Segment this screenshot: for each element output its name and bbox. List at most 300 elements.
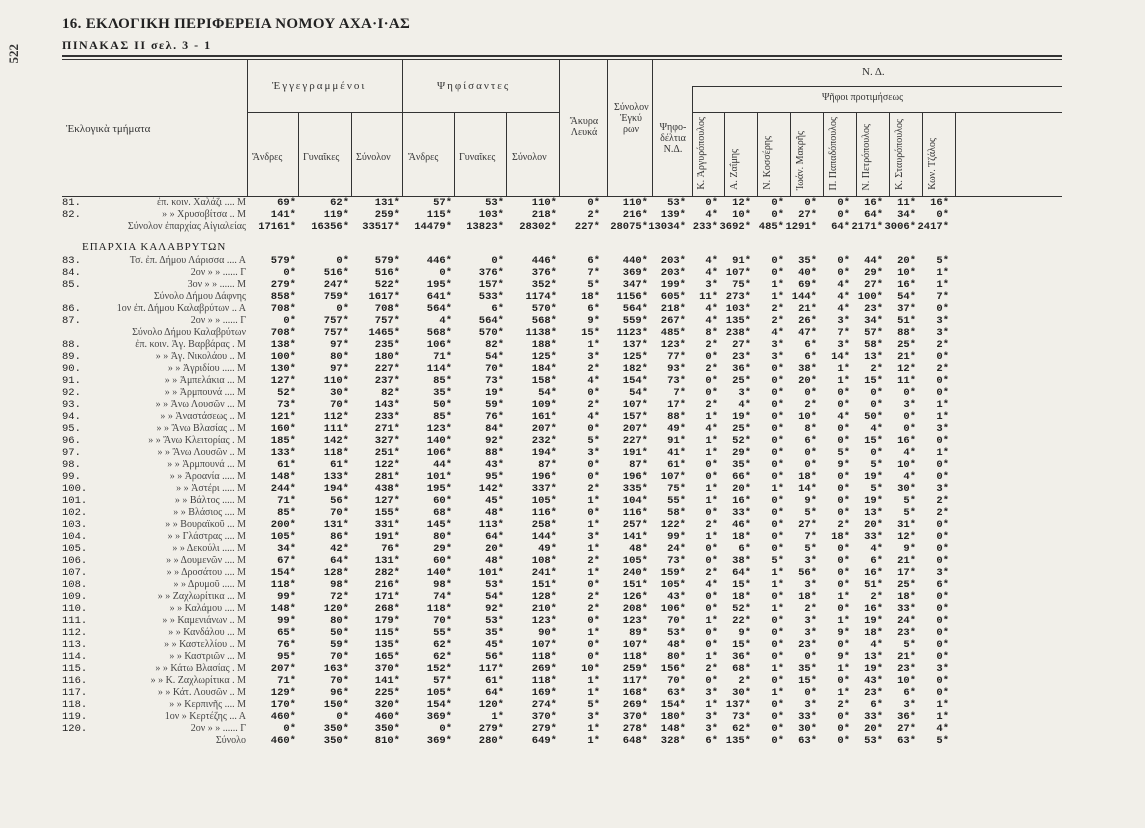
cell-value: 1617* bbox=[368, 291, 400, 303]
cell-value: 1* bbox=[936, 699, 949, 711]
cell-value: 118* bbox=[622, 651, 648, 663]
cell-value: 1174* bbox=[525, 291, 557, 303]
cell-value: 335* bbox=[622, 483, 648, 495]
cell-value: 2* bbox=[837, 519, 850, 531]
cell-value: 4* bbox=[936, 723, 949, 735]
cell-value: 28075* bbox=[610, 221, 648, 233]
cell-value: 70* bbox=[330, 507, 349, 519]
cell-value: 2* bbox=[936, 339, 949, 351]
header-men-voted: Ἄνδρες bbox=[408, 152, 439, 163]
cell-value: 1123* bbox=[616, 327, 648, 339]
cell-value: 70* bbox=[330, 399, 349, 411]
cell-value: 0* bbox=[283, 267, 296, 279]
cell-value: 247* bbox=[323, 279, 349, 291]
cell-value: 101* bbox=[426, 471, 452, 483]
cell-value: 15* bbox=[864, 435, 883, 447]
cell-value: 46* bbox=[732, 519, 751, 531]
cell-value: 195* bbox=[426, 483, 452, 495]
table-row bbox=[62, 411, 1062, 423]
cell-value: 1* bbox=[705, 699, 718, 711]
cell-value: 62* bbox=[433, 651, 452, 663]
table-row bbox=[62, 723, 1062, 735]
cell-value: 1* bbox=[837, 363, 850, 375]
cell-value: 440* bbox=[622, 255, 648, 267]
cell-value: 1* bbox=[705, 435, 718, 447]
row-district: ἐπ. κοιν. Ἀγ. Βαρβάρας . Μ bbox=[135, 339, 246, 350]
table-row bbox=[62, 663, 1062, 675]
cell-value: 99* bbox=[277, 591, 296, 603]
cell-value: 3* bbox=[936, 315, 949, 327]
row-number: 94. bbox=[62, 411, 81, 423]
cell-value: 48* bbox=[629, 543, 648, 555]
cell-value: 1* bbox=[587, 339, 600, 351]
cell-value: 7* bbox=[936, 291, 949, 303]
cell-value: 0* bbox=[771, 399, 784, 411]
cell-value: 196* bbox=[531, 471, 557, 483]
cell-value: 60* bbox=[433, 495, 452, 507]
row-number: 119. bbox=[62, 711, 88, 723]
cell-value: 4* bbox=[705, 209, 718, 221]
cell-value: 2* bbox=[936, 507, 949, 519]
cell-value: 64* bbox=[732, 567, 751, 579]
cell-value: 131* bbox=[374, 555, 400, 567]
cell-value: 165* bbox=[374, 651, 400, 663]
cell-value: 4* bbox=[705, 267, 718, 279]
cell-value: 1* bbox=[771, 483, 784, 495]
cell-value: 0* bbox=[283, 315, 296, 327]
cell-value: 0* bbox=[771, 723, 784, 735]
row-number: 83. bbox=[62, 255, 81, 267]
cell-value: 0* bbox=[837, 579, 850, 591]
cell-value: 18* bbox=[798, 591, 817, 603]
cell-value: 38* bbox=[798, 363, 817, 375]
cell-value: 3* bbox=[771, 339, 784, 351]
cell-value: 75* bbox=[732, 279, 751, 291]
cell-value: 2* bbox=[587, 483, 600, 495]
cell-value: 0* bbox=[936, 687, 949, 699]
cell-value: 157* bbox=[478, 279, 504, 291]
cell-value: 191* bbox=[374, 531, 400, 543]
cell-value: 2* bbox=[587, 603, 600, 615]
total-row bbox=[62, 291, 1062, 303]
cell-value: 4* bbox=[903, 471, 916, 483]
cell-value: 0* bbox=[336, 303, 349, 315]
cell-value: 45* bbox=[485, 495, 504, 507]
cell-value: 0* bbox=[771, 627, 784, 639]
cell-value: 1* bbox=[936, 399, 949, 411]
cell-value: 106* bbox=[426, 447, 452, 459]
cell-value: 2* bbox=[870, 591, 883, 603]
cell-value: 0* bbox=[587, 387, 600, 399]
cell-value: 1* bbox=[587, 675, 600, 687]
cell-value: 76* bbox=[381, 543, 400, 555]
cell-value: 1* bbox=[587, 543, 600, 555]
cell-value: 1* bbox=[705, 483, 718, 495]
row-number: 111. bbox=[62, 615, 88, 627]
cell-value: 151* bbox=[531, 579, 557, 591]
cell-value: 70* bbox=[667, 675, 686, 687]
header-registered: Ἐγγεγραμμένοι bbox=[272, 80, 367, 92]
cell-value: 16* bbox=[897, 435, 916, 447]
cell-value: 1* bbox=[771, 291, 784, 303]
cell-value: 438* bbox=[374, 483, 400, 495]
cell-value: 13* bbox=[864, 651, 883, 663]
cell-value: 69* bbox=[277, 197, 296, 209]
table-row bbox=[62, 447, 1062, 459]
cell-value: 7* bbox=[673, 387, 686, 399]
cell-value: 118* bbox=[270, 579, 296, 591]
cell-value: 196* bbox=[622, 471, 648, 483]
cell-value: 33* bbox=[897, 603, 916, 615]
cell-value: 3* bbox=[738, 387, 751, 399]
cell-value: 0* bbox=[771, 699, 784, 711]
cell-value: 10* bbox=[581, 663, 600, 675]
cell-value: 4* bbox=[837, 279, 850, 291]
cell-value: 63* bbox=[667, 687, 686, 699]
table-row bbox=[62, 459, 1062, 471]
cell-value: 114* bbox=[426, 363, 452, 375]
cell-value: 170* bbox=[270, 699, 296, 711]
cell-value: 21* bbox=[897, 351, 916, 363]
cell-value: 757* bbox=[323, 315, 349, 327]
table-row bbox=[62, 423, 1062, 435]
cell-value: 23* bbox=[732, 351, 751, 363]
cell-value: 1* bbox=[705, 447, 718, 459]
cell-value: 257* bbox=[622, 519, 648, 531]
page-title: 16. ΕΚΛΟΓΙΚΗ ΠΕΡΙΦΕΡΕΙΑ ΝΟΜΟΥ ΑΧΑ·Ι·ΑΣ bbox=[62, 16, 411, 32]
cell-value: 55* bbox=[433, 627, 452, 639]
cell-value: 241* bbox=[531, 567, 557, 579]
cell-value: 21* bbox=[897, 651, 916, 663]
cell-value: 4* bbox=[705, 255, 718, 267]
cell-value: 641* bbox=[426, 291, 452, 303]
cell-value: 116* bbox=[531, 507, 557, 519]
cell-value: 53* bbox=[485, 579, 504, 591]
row-district: ἐπ. κοιν. Χαλάζι .... Μ bbox=[157, 197, 246, 208]
row-number: 115. bbox=[62, 663, 88, 675]
table-row bbox=[62, 651, 1062, 663]
cell-value: 88* bbox=[897, 327, 916, 339]
cell-value: 2* bbox=[936, 495, 949, 507]
cell-value: 0* bbox=[705, 543, 718, 555]
cell-value: 370* bbox=[622, 711, 648, 723]
row-number: 113. bbox=[62, 639, 88, 651]
cell-value: 130* bbox=[270, 363, 296, 375]
row-district: » » Βλάσιος .... Μ bbox=[173, 507, 246, 518]
cell-value: 109* bbox=[531, 399, 557, 411]
cell-value: 14* bbox=[798, 483, 817, 495]
cell-value: 118* bbox=[531, 651, 557, 663]
cell-value: 1* bbox=[705, 615, 718, 627]
cell-value: 3* bbox=[837, 315, 850, 327]
cell-value: 91* bbox=[667, 435, 686, 447]
cell-value: 80* bbox=[667, 651, 686, 663]
cell-value: 26* bbox=[798, 315, 817, 327]
cell-value: 7* bbox=[587, 267, 600, 279]
cell-value: 251* bbox=[374, 447, 400, 459]
cell-value: 58* bbox=[667, 507, 686, 519]
cell-value: 118* bbox=[426, 603, 452, 615]
cell-value: 50* bbox=[864, 411, 883, 423]
cell-value: 195* bbox=[426, 279, 452, 291]
row-district: » » Ἀμπελάκια ... Μ bbox=[164, 375, 246, 386]
cell-value: 71* bbox=[277, 495, 296, 507]
row-district: » » Ἄνω Βλασίας .. Μ bbox=[156, 423, 246, 434]
cell-value: 0* bbox=[771, 711, 784, 723]
table-row bbox=[62, 639, 1062, 651]
cell-value: 0* bbox=[771, 735, 784, 747]
cell-value: 350* bbox=[323, 735, 349, 747]
cell-value: 0* bbox=[936, 639, 949, 651]
cell-value: 148* bbox=[270, 471, 296, 483]
row-number: 118. bbox=[62, 699, 88, 711]
table-row bbox=[62, 579, 1062, 591]
cell-value: 3* bbox=[804, 579, 817, 591]
cell-value: 9* bbox=[804, 495, 817, 507]
cell-value: 30* bbox=[897, 483, 916, 495]
cell-value: 29* bbox=[433, 543, 452, 555]
row-district: » » Κερπινῆς .... Μ bbox=[169, 699, 246, 710]
cell-value: 141* bbox=[270, 209, 296, 221]
table-row bbox=[62, 603, 1062, 615]
cell-value: 4* bbox=[587, 375, 600, 387]
cell-value: 148* bbox=[270, 603, 296, 615]
cell-value: 337* bbox=[531, 483, 557, 495]
cell-value: 0* bbox=[936, 615, 949, 627]
cell-value: 1* bbox=[587, 735, 600, 747]
cell-value: 1* bbox=[771, 687, 784, 699]
cell-value: 123* bbox=[660, 339, 686, 351]
cell-value: 460* bbox=[270, 735, 296, 747]
cell-value: 1* bbox=[837, 615, 850, 627]
cell-value: 182* bbox=[622, 363, 648, 375]
cell-value: 2171* bbox=[851, 221, 883, 233]
cell-value: 200* bbox=[270, 519, 296, 531]
row-district: Σύνολο Δήμου Δάφνης bbox=[153, 291, 246, 302]
cell-value: 154* bbox=[426, 699, 452, 711]
cell-value: 86* bbox=[330, 531, 349, 543]
cell-value: 6* bbox=[587, 303, 600, 315]
cell-value: 133* bbox=[270, 447, 296, 459]
cell-value: 68* bbox=[732, 663, 751, 675]
cell-value: 89* bbox=[629, 627, 648, 639]
cell-value: 111* bbox=[323, 423, 349, 435]
cell-value: 2* bbox=[587, 555, 600, 567]
cell-value: 0* bbox=[837, 495, 850, 507]
cell-value: 93* bbox=[667, 363, 686, 375]
cell-value: 1156* bbox=[616, 291, 648, 303]
table-row bbox=[62, 197, 1062, 209]
cell-value: 18* bbox=[732, 591, 751, 603]
cell-value: 199* bbox=[660, 279, 686, 291]
cell-value: 5* bbox=[870, 483, 883, 495]
cell-value: 12* bbox=[897, 363, 916, 375]
cell-value: 122* bbox=[374, 459, 400, 471]
cell-value: 25* bbox=[897, 339, 916, 351]
cell-value: 2* bbox=[705, 399, 718, 411]
cell-value: 9* bbox=[903, 543, 916, 555]
cell-value: 53* bbox=[864, 735, 883, 747]
cell-value: 0* bbox=[936, 209, 949, 221]
cell-value: 99* bbox=[277, 615, 296, 627]
row-district: 3ον » » ...... Μ bbox=[187, 279, 246, 290]
row-number: 85. bbox=[62, 279, 81, 291]
cell-value: 125* bbox=[622, 351, 648, 363]
cell-value: 143* bbox=[374, 399, 400, 411]
cell-value: 0* bbox=[705, 197, 718, 209]
row-number: 102. bbox=[62, 507, 88, 519]
cell-value: 16* bbox=[864, 603, 883, 615]
cell-value: 2* bbox=[705, 567, 718, 579]
cell-value: 1* bbox=[837, 591, 850, 603]
cell-value: 122* bbox=[660, 519, 686, 531]
cell-value: 98* bbox=[433, 579, 452, 591]
cell-value: 0* bbox=[705, 507, 718, 519]
cell-value: 141* bbox=[374, 675, 400, 687]
cell-value: 29* bbox=[864, 267, 883, 279]
cell-value: 331* bbox=[374, 519, 400, 531]
cell-value: 0* bbox=[771, 471, 784, 483]
cell-value: 44* bbox=[864, 255, 883, 267]
cell-value: 1291* bbox=[785, 221, 817, 233]
cell-value: 171* bbox=[374, 591, 400, 603]
cell-value: 564* bbox=[426, 303, 452, 315]
cell-value: 85* bbox=[433, 375, 452, 387]
cell-value: 145* bbox=[426, 519, 452, 531]
cell-value: 3* bbox=[936, 483, 949, 495]
cell-value: 237* bbox=[374, 375, 400, 387]
cell-value: 579* bbox=[374, 255, 400, 267]
cell-value: 6* bbox=[804, 339, 817, 351]
cell-value: 2* bbox=[804, 399, 817, 411]
cell-value: 216* bbox=[374, 579, 400, 591]
cell-value: 97* bbox=[330, 363, 349, 375]
cell-value: 0* bbox=[837, 471, 850, 483]
cell-value: 30* bbox=[798, 723, 817, 735]
cell-value: 131* bbox=[323, 519, 349, 531]
cell-value: 4* bbox=[738, 399, 751, 411]
cell-value: 279* bbox=[478, 723, 504, 735]
cell-value: 96* bbox=[330, 687, 349, 699]
cell-value: 43* bbox=[485, 459, 504, 471]
cell-value: 21* bbox=[798, 303, 817, 315]
cell-value: 15* bbox=[732, 639, 751, 651]
cell-value: 0* bbox=[936, 555, 949, 567]
cell-value: 0* bbox=[837, 735, 850, 747]
cell-value: 233* bbox=[692, 221, 718, 233]
cell-value: 126* bbox=[622, 591, 648, 603]
cell-value: 3* bbox=[936, 327, 949, 339]
cell-value: 1* bbox=[771, 663, 784, 675]
cell-value: 0* bbox=[705, 471, 718, 483]
cell-value: 25* bbox=[897, 579, 916, 591]
cell-value: 218* bbox=[531, 209, 557, 221]
cell-value: 9* bbox=[837, 627, 850, 639]
cell-value: 1* bbox=[936, 279, 949, 291]
cell-value: 141* bbox=[622, 531, 648, 543]
cell-value: 70* bbox=[433, 615, 452, 627]
cell-value: 0* bbox=[837, 603, 850, 615]
cell-value: 369* bbox=[622, 267, 648, 279]
table-row bbox=[62, 591, 1062, 603]
cell-value: 4* bbox=[705, 315, 718, 327]
cell-value: 3* bbox=[587, 447, 600, 459]
cell-value: 1* bbox=[587, 723, 600, 735]
header-candidate-4: Ἰωάν. Μακρῆς bbox=[795, 130, 806, 190]
cell-value: 82* bbox=[381, 387, 400, 399]
cell-value: 1* bbox=[587, 627, 600, 639]
cell-value: 142* bbox=[323, 435, 349, 447]
cell-value: 19* bbox=[864, 471, 883, 483]
cell-value: 1* bbox=[837, 687, 850, 699]
cell-value: 43* bbox=[864, 675, 883, 687]
cell-value: 95* bbox=[277, 651, 296, 663]
cell-value: 156* bbox=[660, 663, 686, 675]
cell-value: 2417* bbox=[917, 221, 949, 233]
cell-value: 27* bbox=[798, 519, 817, 531]
cell-value: 269* bbox=[531, 663, 557, 675]
cell-value: 5* bbox=[587, 435, 600, 447]
cell-value: 69* bbox=[798, 279, 817, 291]
header-preferences: Ψῆφοι προτιμήσεως bbox=[822, 92, 904, 103]
cell-value: 18* bbox=[732, 531, 751, 543]
cell-value: 56* bbox=[798, 567, 817, 579]
cell-value: 0* bbox=[804, 447, 817, 459]
row-number: 114. bbox=[62, 651, 88, 663]
cell-value: 16* bbox=[930, 197, 949, 209]
total-row bbox=[62, 327, 1062, 339]
cell-value: 144* bbox=[791, 291, 817, 303]
cell-value: 92* bbox=[485, 603, 504, 615]
header-candidate-7: Κ. Σταυρόπουλος bbox=[894, 119, 905, 190]
cell-value: 2* bbox=[587, 209, 600, 221]
cell-value: 282* bbox=[374, 567, 400, 579]
cell-value: 485* bbox=[758, 221, 784, 233]
cell-value: 278* bbox=[622, 723, 648, 735]
cell-value: 810* bbox=[374, 735, 400, 747]
cell-value: 570* bbox=[531, 303, 557, 315]
cell-value: 73* bbox=[667, 555, 686, 567]
cell-value: 0* bbox=[705, 459, 718, 471]
cell-value: 35* bbox=[485, 627, 504, 639]
cell-value: 20* bbox=[864, 723, 883, 735]
cell-value: 0* bbox=[439, 723, 452, 735]
cell-value: 2* bbox=[705, 363, 718, 375]
cell-value: 100* bbox=[270, 351, 296, 363]
cell-value: 0* bbox=[771, 495, 784, 507]
cell-value: 123* bbox=[622, 615, 648, 627]
cell-value: 100* bbox=[857, 291, 883, 303]
cell-value: 9* bbox=[837, 651, 850, 663]
row-number: 82. bbox=[62, 209, 81, 221]
row-number: 104. bbox=[62, 531, 88, 543]
cell-value: 88* bbox=[667, 411, 686, 423]
cell-value: 63* bbox=[897, 735, 916, 747]
cell-value: 131* bbox=[374, 197, 400, 209]
cell-value: 41* bbox=[667, 447, 686, 459]
cell-value: 163* bbox=[323, 663, 349, 675]
cell-value: 27* bbox=[798, 209, 817, 221]
cell-value: 22* bbox=[732, 615, 751, 627]
row-number: 107. bbox=[62, 567, 88, 579]
cell-value: 5* bbox=[587, 699, 600, 711]
cell-value: 62* bbox=[433, 639, 452, 651]
cell-value: 0* bbox=[837, 507, 850, 519]
cell-value: 4* bbox=[705, 423, 718, 435]
cell-value: 0* bbox=[771, 435, 784, 447]
cell-value: 8* bbox=[804, 423, 817, 435]
cell-value: 13034* bbox=[648, 221, 686, 233]
